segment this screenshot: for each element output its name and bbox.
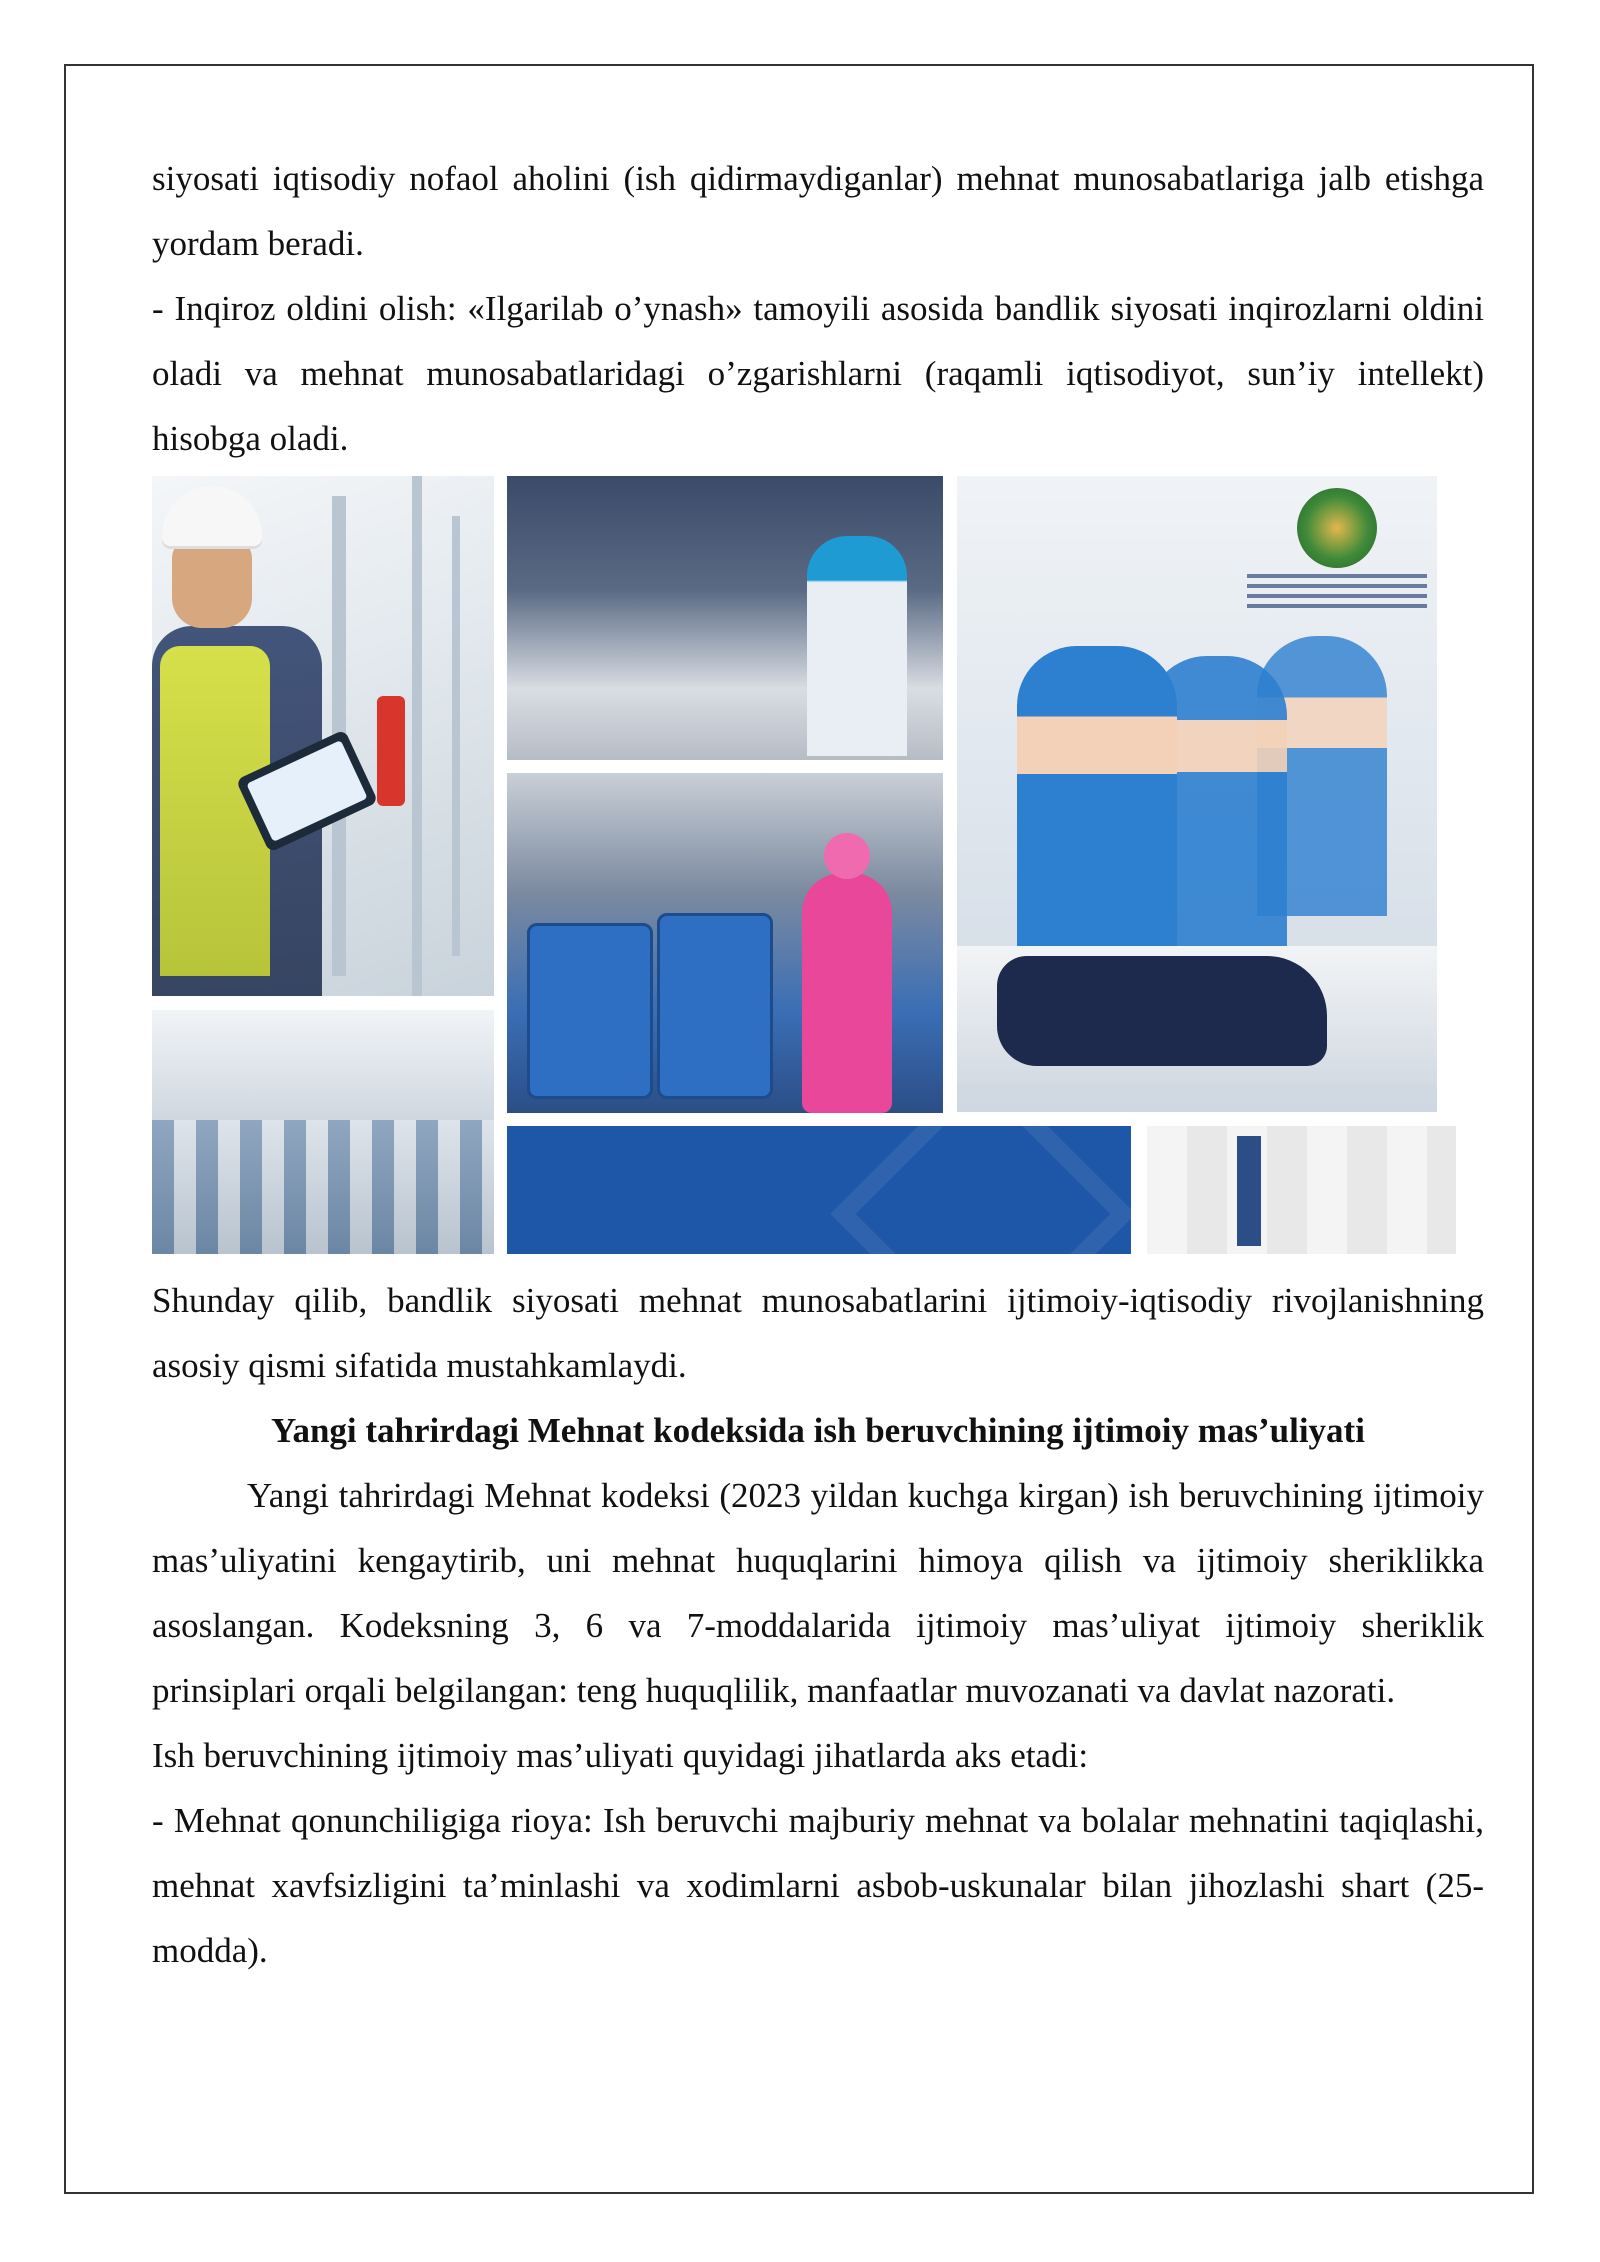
photo-factory-hall <box>152 1010 494 1254</box>
photo-spinning-mill <box>507 476 943 760</box>
photo-puzzle-pieces <box>1147 1126 1456 1254</box>
photo-knitting-machines <box>507 773 943 1113</box>
paragraph-labor-code: Yangi tahrirdagi Mehnat kodeksi (2023 yildan kuchga kirgan) ish beruvchining ijtimoiy mas’uliyatini kengaytirib, uni mehnat huquqlarini himoya qilish va ijtimoiy sheriklikka asoslangan. Kodeksning 3, 6 va 7-moddalarida ijtimoiy mas’uliyat ijtimoiy sheriklik prinsiplari orqali belgilangan: teng huquqlilik, manfaatlar muvozanati va davlat nazorati. <box>152 1476 1484 1710</box>
ministry-emblem-icon <box>1297 488 1377 568</box>
top-text-block <box>152 146 1484 471</box>
paragraph-conclusion: Shunday qilib, bandlik siyosati mehnat munosabatlarini ijtimoiy-iqtisodiy rivojlanishning asosiy qismi sifatida mustahkamlaydi. <box>152 1281 1484 1385</box>
bottom-text-block <box>152 1463 1484 1983</box>
paragraph-responsibility-intro: Ish beruvchining ijtimoiy mas’uliyati quyidagi jihatlarda aks etadi: <box>152 1736 1089 1775</box>
conclusion-text-block <box>152 1268 1484 1398</box>
paragraph-labor-law-compliance: - Mehnat qonunchiligiga rioya: Ish beruvchi majburiy mehnat va bolalar mehnatini taqiqlashi, mehnat xavfsizligini ta’minlashi va xodimlarni asbob-uskunalar bilan jihozlashi shart (25-modda). <box>152 1801 1484 1970</box>
photo-sewing-workers <box>957 476 1437 1112</box>
section-heading: Yangi tahrirdagi Mehnat kodeksida ish beruvchining ijtimoiy mas’uliyati <box>271 1411 1365 1450</box>
photo-engineer-with-tablet <box>152 476 494 996</box>
employment-photo-collage <box>152 476 1456 1254</box>
ministry-logo-text <box>1247 574 1427 614</box>
paragraph-crisis-prevention: - Inqiroz oldini olish: «Ilgarilab o’ynash» tamoyili asosida bandlik siyosati inqirozlarni oldini oladi va mehnat munosabatlaridagi o’zgarishlarni (raqamli iqtisodiyot, sun’iy intellekt) hisobga oladi. <box>152 289 1484 458</box>
blue-banner-block <box>507 1126 1131 1254</box>
paragraph-economic-inactive: siyosati iqtisodiy nofaol aholini (ish qidirmaydiganlar) mehnat munosabatlariga jalb etishga yordam beradi. <box>152 159 1484 263</box>
